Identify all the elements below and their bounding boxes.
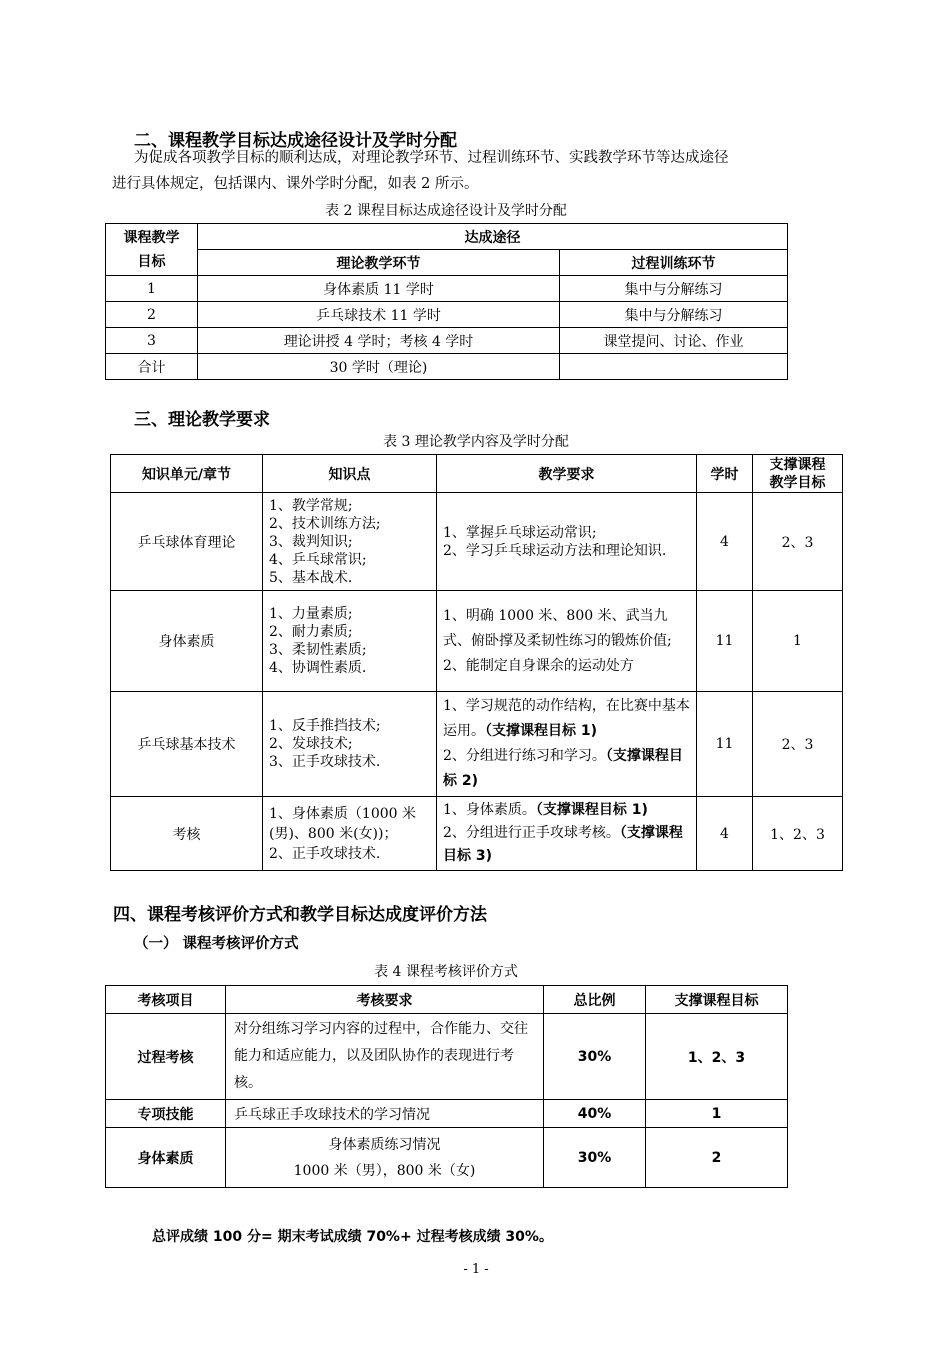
section4-subtitle: （一） 课程考核评价方式 <box>134 936 299 952</box>
table-row: 乒乓球基本技术 1、反手推挡技术; 2、发球技术; 3、正手攻球技术. 1、学习规范的动作结构，在比赛中基本运用。（支撑课程目标 1) 2、分组进行练习和学习。（支撑课程目标 2) 11 2、3 <box>111 692 843 797</box>
table4-caption: 表 4 课程考核评价方式 <box>374 964 518 980</box>
table3-header-hours: 学时 <box>697 455 753 493</box>
section4-title: 四、课程考核评价方式和教学目标达成度评价方法 <box>113 905 487 925</box>
table3-header-req: 教学要求 <box>437 455 697 493</box>
table-row: 乒乓球体育理论 1、教学常规; 2、技术训练方法; 3、裁判知识; 4、乒乓球常识; 5、基本战术. 1、掌握乒乓球运动常识; 2、学习乒乓球运动方法和理论知识. 4 2、3 <box>111 493 843 591</box>
table-row: 2 乒乓球技术 11 学时 集中与分解练习 <box>106 302 788 328</box>
table2-header-theory: 理论教学环节 <box>198 250 560 276</box>
section3-title: 三、理论教学要求 <box>134 410 270 430</box>
table-row: 专项技能 乒乓球正手攻球技术的学习情况 40% 1 <box>106 1100 788 1128</box>
table3-header-points: 知识点 <box>263 455 437 493</box>
table2-header-goal: 课程教学 目标 <box>106 224 198 276</box>
table-row: 合计 30 学时（理论) <box>106 354 788 380</box>
table-row: 3 理论讲授 4 学时；考核 4 学时 课堂提问、讨论、作业 <box>106 328 788 354</box>
table2-header-process: 过程训练环节 <box>560 250 788 276</box>
table-row: 过程考核 对分组练习学习内容的过程中，合作能力、交往能力和适应能力，以及团队协作的表现进行考核。 30% 1、2、3 <box>106 1014 788 1100</box>
table4-header-support: 支撑课程目标 <box>646 986 788 1014</box>
table4-header-item: 考核项目 <box>106 986 226 1014</box>
table-row: 身体素质 身体素质练习情况 1000 米（男），800 米（女) 30% 2 <box>106 1128 788 1188</box>
section2-title: 二、课程教学目标达成途径设计及学时分配 <box>134 131 457 151</box>
table2 <box>105 223 788 380</box>
table-row: 考核 1、身体素质（1000 米(男)、800 米(女))； 2、正手攻球技术. 1、身体素质。（支撑课程目标 1) 2、分组进行正手攻球考核。（支撑课程目标 3) 4 1、2、3 <box>111 797 843 871</box>
table4-header-req: 考核要求 <box>226 986 544 1014</box>
table-row: 1 身体素质 11 学时 集中与分解练习 <box>106 276 788 302</box>
table4-header-ratio: 总比例 <box>544 986 646 1014</box>
section2-para-line2: 进行具体规定，包括课内、课外学时分配，如表 2 所示。 <box>112 176 479 192</box>
table-row: 身体素质 1、力量素质; 2、耐力素质; 3、柔韧性素质; 4、协调性素质. 1、明确 1000 米、800 米、武当九式、俯卧撑及柔韧性练习的锻炼价值; 2、能制定自身课余的运动处方 11 1 <box>111 591 843 692</box>
table3-header-unit: 知识单元/章节 <box>111 455 263 493</box>
final-score-formula: 总评成绩 100 分= 期末考试成绩 70%+ 过程考核成绩 30%。 <box>152 1229 553 1245</box>
table3-caption: 表 3 理论教学内容及学时分配 <box>383 434 569 450</box>
table2-caption: 表 2 课程目标达成途径设计及学时分配 <box>325 203 567 219</box>
table3 <box>110 454 843 871</box>
page-number: - 1 - <box>463 1262 489 1277</box>
table2-header-path: 达成途径 <box>198 224 788 250</box>
table4 <box>105 985 788 1188</box>
section2-para-line1: 为促成各项教学目标的顺利达成，对理论教学环节、过程训练环节、实践教学环节等达成途径 <box>134 150 729 166</box>
table3-header-support: 支撑课程 教学目标 <box>753 455 843 493</box>
